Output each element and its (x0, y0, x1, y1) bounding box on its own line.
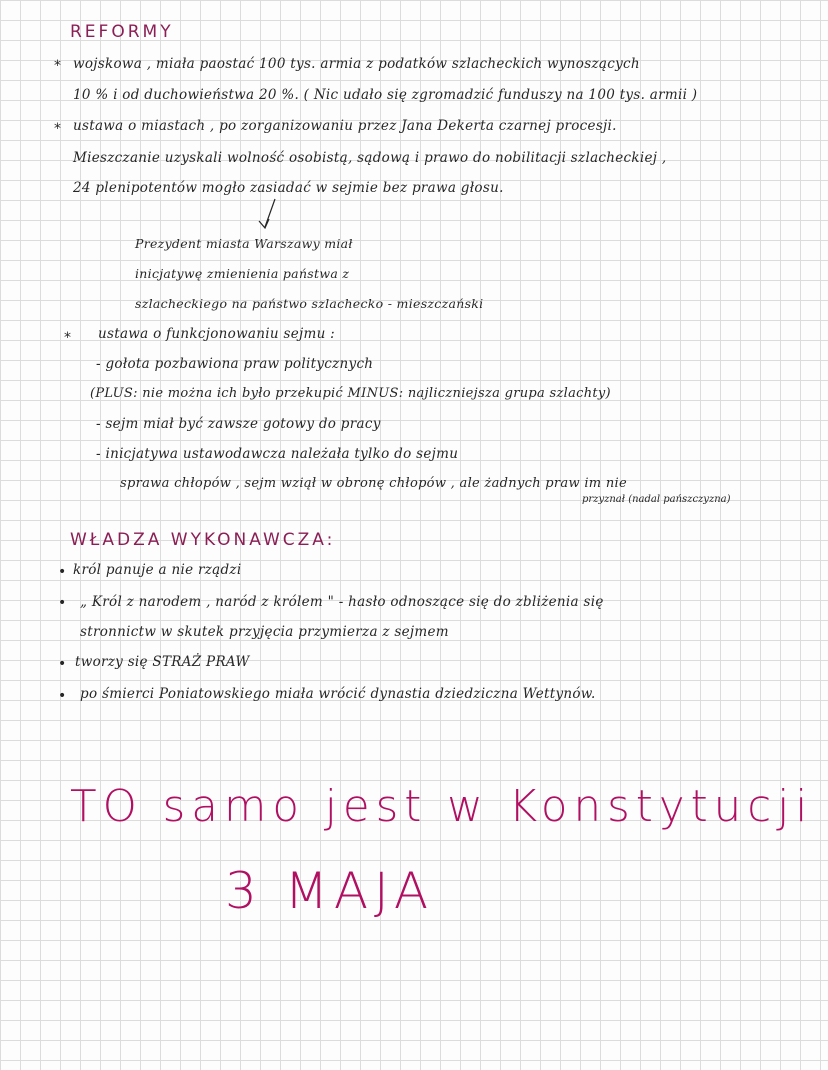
text-line: - sejm miał być zawsze gotowy do pracy (96, 416, 381, 432)
bullet-star: * (54, 121, 61, 137)
down-arrow-icon (255, 197, 285, 233)
footer-line-1: TO samo jest w Konstytucji (70, 782, 814, 832)
text-line: ustawa o miastach , po zorganizowaniu przez Jana Dekerta czarnej procesji. (73, 118, 617, 134)
text-line: Mieszczanie uzyskali wolność osobistą, sądową i prawo do nobilitacji szlacheckiej , (73, 150, 667, 166)
text-line: - inicjatywa ustawodawcza należała tylko do sejmu (96, 446, 459, 462)
text-line: przyznał (nadal pańszczyzna) (582, 494, 731, 505)
text-line: stronnictw w skutek przyjęcia przymierza z sejmem (80, 624, 449, 640)
heading-reformy: REFORMY (70, 22, 174, 42)
bullet-dot: • (58, 564, 67, 580)
text-line: sprawa chłopów , sejm wziął w obronę chłopów , ale żadnych praw im nie (120, 476, 627, 491)
text-line: - gołota pozbawiona praw politycznych (96, 356, 374, 372)
text-line: po śmierci Poniatowskiego miała wrócić dynastia dziedziczna Wettynów. (80, 686, 596, 702)
footer-line-2: 3 MAJA (225, 862, 435, 920)
heading-wladza-wykonawcza: WŁADZA WYKONAWCZA: (70, 530, 336, 550)
text-line: 10 % i od duchowieństwa 20 %. ( Nic udało się zgromadzić funduszy na 100 tys. armii ) (73, 87, 698, 103)
text-line: 24 plenipotentów mogło zasiadać w sejmie bez prawa głosu. (73, 180, 504, 196)
bullet-star: * (64, 330, 71, 346)
text-line: król panuje a nie rządzi (73, 562, 242, 578)
text-line: Prezydent miasta Warszawy miał (135, 236, 353, 251)
text-line: „ Król z narodem , naród z królem " - hasło odnoszące się do zbliżenia się (80, 594, 604, 610)
bullet-dot: • (58, 656, 67, 672)
bullet-dot: • (58, 595, 67, 611)
text-line: (PLUS: nie można ich było przekupić MINUS: najliczniejsza grupa szlachty) (90, 386, 611, 401)
bullet-star: * (54, 58, 61, 74)
text-line: wojskowa , miała paostać 100 tys. armia z podatków szlacheckich wynoszących (73, 56, 640, 72)
bullet-dot: • (58, 688, 67, 704)
text-line: szlacheckiego na państwo szlachecko - mieszczański (135, 296, 484, 311)
text-line: tworzy się STRAŻ PRAW (75, 654, 250, 670)
text-line: inicjatywę zmienienia państwa z (135, 266, 350, 281)
text-line: ustawa o funkcjonowaniu sejmu : (98, 326, 336, 342)
